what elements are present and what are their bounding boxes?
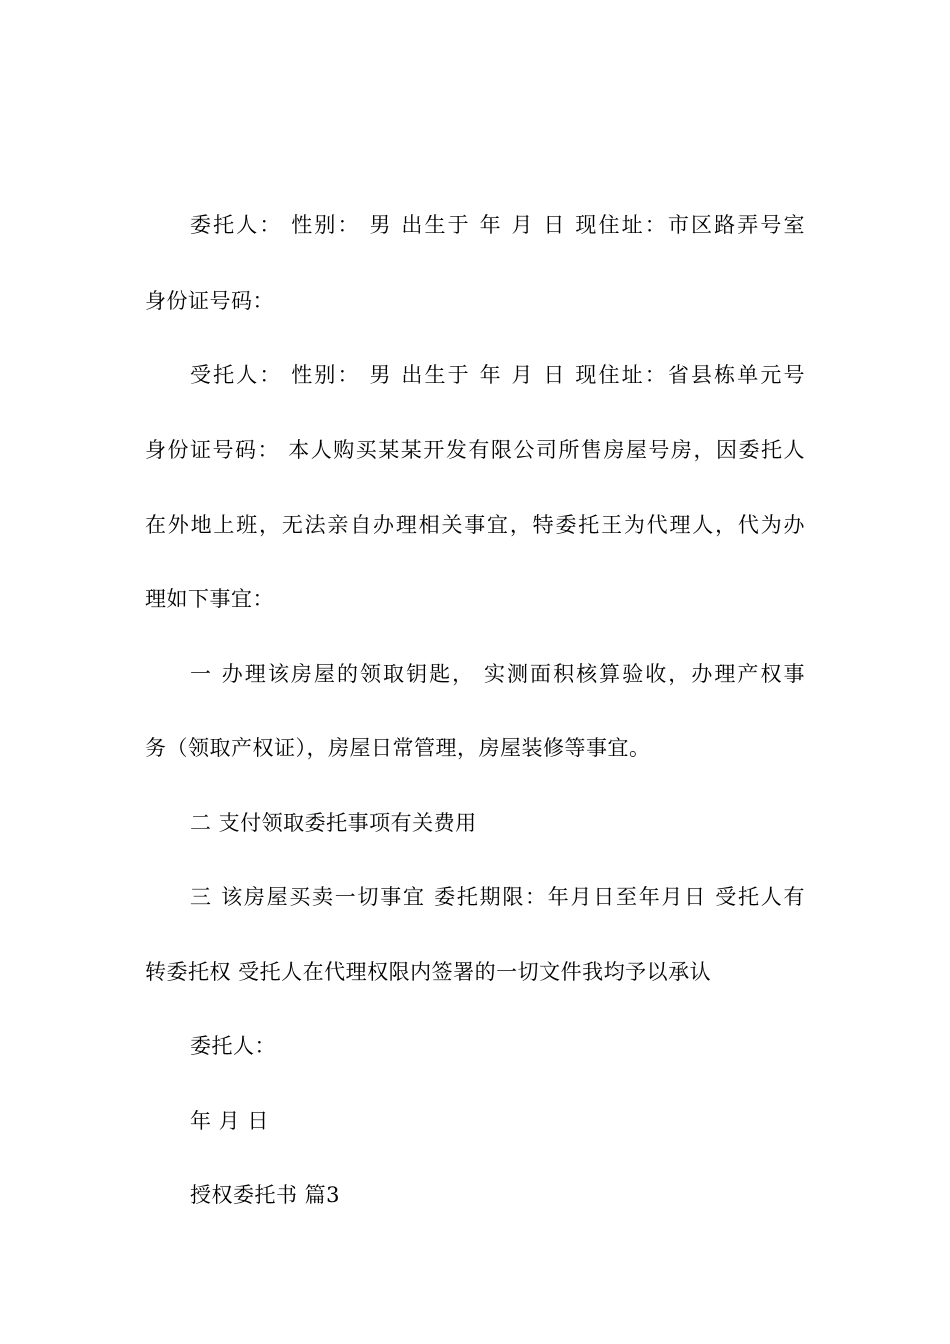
- item-two-line: 二 支付领取委托事项有关费用: [190, 811, 477, 835]
- agent-info-line: 受托人： 性别： 男 出生于 年 月 日 现住址：省县栋单元号: [190, 363, 805, 387]
- item-one-line: 一 办理该房屋的领取钥匙， 实测面积核算验收，办理产权事: [190, 662, 805, 686]
- body-paragraph-line: 理如下事宜：: [145, 587, 274, 611]
- signature-label: 委托人：: [190, 1034, 276, 1058]
- item-three-line: 转委托权 受托人在代理权限内签署的一切文件我均予以承认: [145, 960, 712, 984]
- section-heading: 授权委托书 篇3: [190, 1183, 341, 1207]
- item-one-line: 务（领取产权证），房屋日常管理，房屋装修等事宜。: [145, 736, 651, 760]
- agent-id-line: 身份证号码： 本人购买某某开发有限公司所售房屋号房，因委托人: [145, 438, 805, 462]
- date-line: 年 月 日: [190, 1109, 269, 1133]
- body-paragraph-line: 在外地上班，无法亲自办理相关事宜，特委托王为代理人，代为办: [145, 513, 805, 537]
- item-three-line: 三 该房屋买卖一切事宜 委托期限：年月日至年月日 受托人有: [190, 885, 805, 909]
- principal-id-line: 身份证号码：: [145, 289, 274, 313]
- principal-info-line: 委托人： 性别： 男 出生于 年 月 日 现住址：市区路弄号室: [190, 213, 805, 237]
